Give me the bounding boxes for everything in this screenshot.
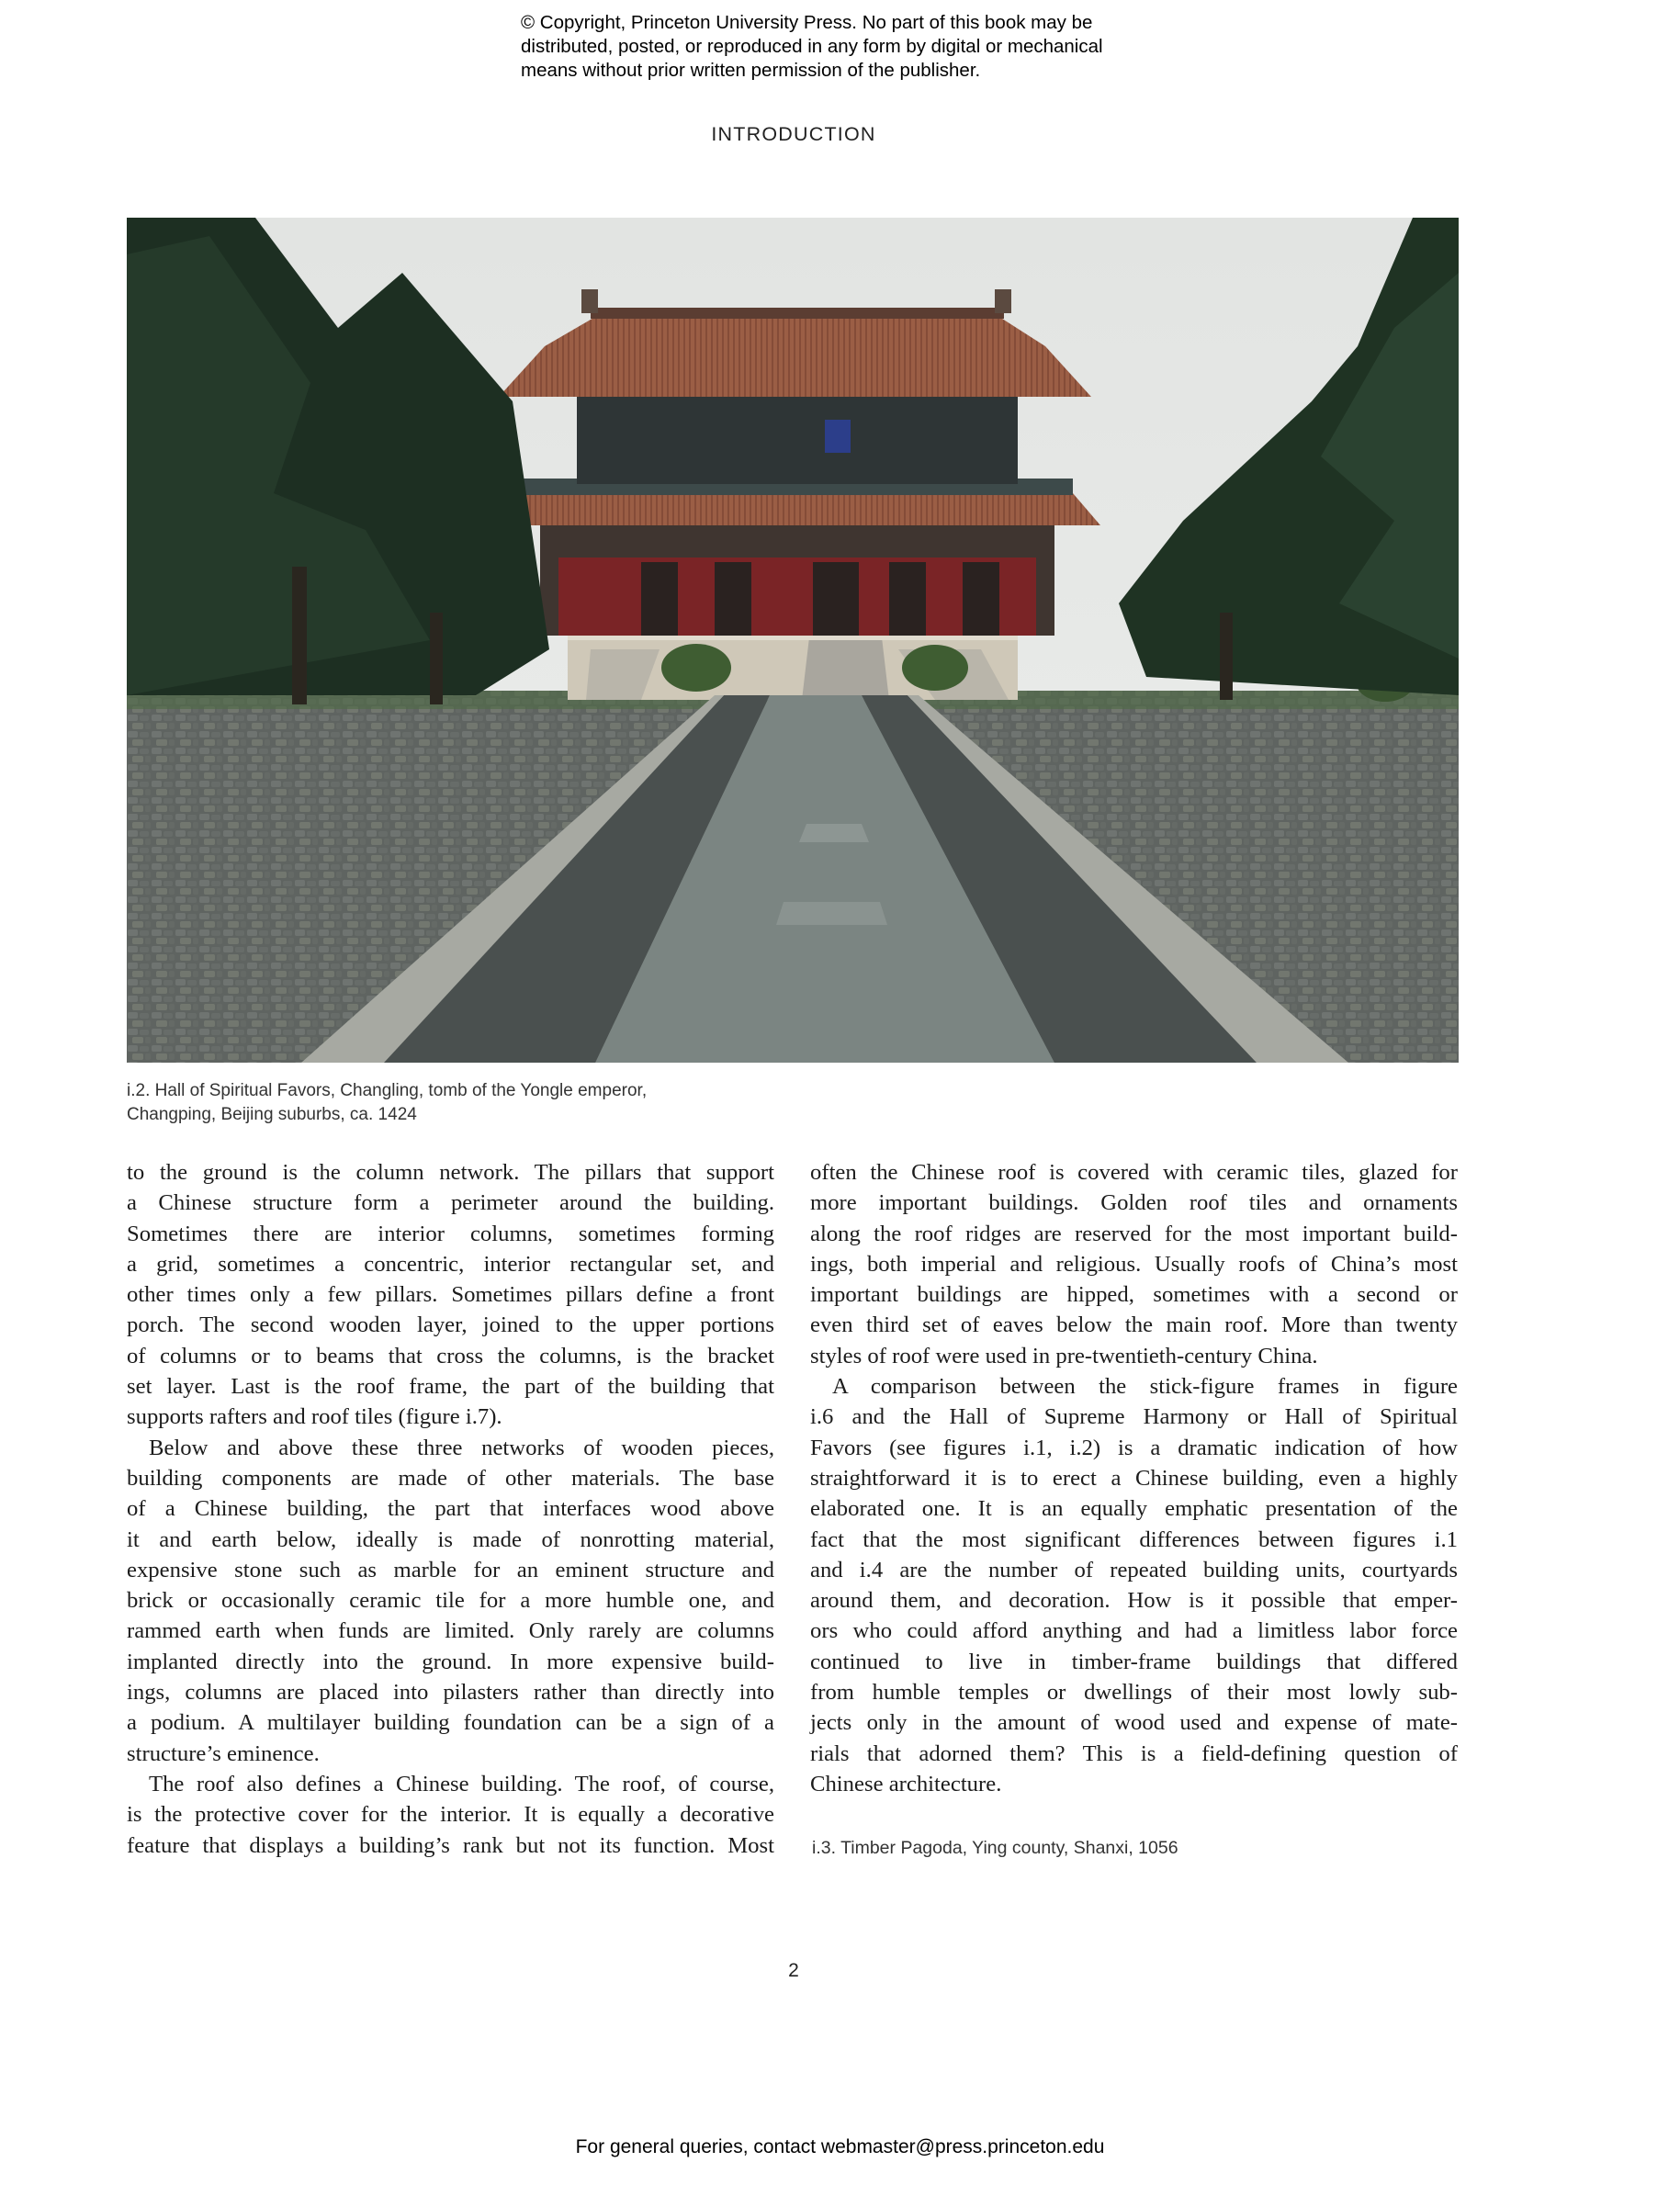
text-line: jects only in the amount of wood used and expense of mate- <box>810 1710 1458 1736</box>
text-line: set layer. Last is the roof frame, the part of the building that <box>127 1374 774 1400</box>
text-line: styles of roof were used in pre-twentieth-century China. <box>810 1343 1318 1368</box>
text-line: structure’s eminence. <box>127 1740 320 1766</box>
text-line: Favors (see figures i.1, i.2) is a dramatic indication of how <box>810 1435 1458 1460</box>
text-line: The roof also defines a Chinese building. The roof, of course, <box>149 1771 774 1796</box>
text-line: along the roof ridges are reserved for the most important build- <box>810 1221 1458 1246</box>
text-line: Below and above these three networks of wooden pieces, <box>149 1435 774 1460</box>
text-line: Chinese architecture. <box>810 1771 1002 1796</box>
copyright-line: means without prior written permission of the publisher. <box>521 60 981 81</box>
text-line: porch. The second wooden layer, joined to the upper portions <box>127 1312 774 1338</box>
text-line: from humble temples or dwellings of their most lowly sub- <box>810 1680 1458 1706</box>
copyright-notice <box>521 11 1182 83</box>
text-line: to the ground is the column network. The pillars that support <box>127 1160 774 1185</box>
hall-photograph <box>127 218 1459 1063</box>
text-line: fact that the most significant differences between figures i.1 <box>810 1526 1458 1552</box>
text-line: is the protective cover for the interior. It is equally a decorative <box>127 1802 774 1828</box>
text-line: often the Chinese roof is covered with ceramic tiles, glazed for <box>810 1160 1458 1185</box>
text-line: rammed earth when funds are limited. Only rarely are columns <box>127 1618 774 1644</box>
copyright-line: © Copyright, Princeton University Press. No part of this book may be <box>521 12 1093 33</box>
text-line: other times only a few pillars. Sometimes pillars define a front <box>127 1282 774 1308</box>
text-line: and i.4 are the number of repeated building units, courtyards <box>810 1557 1458 1582</box>
caption-line: i.2. Hall of Spiritual Favors, Changling, tomb of the Yongle emperor, <box>127 1081 648 1100</box>
text-line: Sometimes there are interior columns, sometimes forming <box>127 1221 774 1246</box>
text-line: of columns or to beams that cross the columns, is the bracket <box>127 1343 774 1368</box>
text-line: ings, columns are placed into pilasters rather than directly into <box>127 1680 774 1706</box>
text-line: straightforward it is to erect a Chinese building, even a highly <box>810 1465 1458 1491</box>
text-column-right <box>810 1157 1458 1799</box>
text-line: continued to live in timber-frame buildings that differed <box>810 1649 1458 1674</box>
text-line: a Chinese structure form a perimeter around the building. <box>127 1190 774 1216</box>
text-line: elaborated one. It is an equally emphatic presentation of the <box>810 1496 1458 1522</box>
running-head: INTRODUCTION <box>711 123 876 145</box>
copyright-line: distributed, posted, or reproduced in any form by digital or mechanical <box>521 36 1103 57</box>
text-line: rials that adorned them? This is a field-defining question of <box>810 1740 1458 1766</box>
text-line: ings, both imperial and religious. Usually roofs of China’s most <box>810 1251 1458 1277</box>
text-line: it and earth below, ideally is made of nonrotting material, <box>127 1526 774 1552</box>
text-column-left <box>127 1157 774 1861</box>
text-line: supports rafters and roof tiles (figure i.7). <box>127 1404 502 1430</box>
text-line: implanted directly into the ground. In more expensive build- <box>127 1649 774 1674</box>
text-line: around them, and decoration. How is it possible that emper- <box>810 1588 1458 1614</box>
footer-contact: For general queries, contact webmaster@press.princeton.edu <box>575 2136 1105 2157</box>
text-line: a grid, sometimes a concentric, interior rectangular set, and <box>127 1251 774 1277</box>
text-line: feature that displays a building’s rank but not its function. Most <box>127 1832 774 1858</box>
text-line: important buildings are hipped, sometimes with a second or <box>810 1282 1458 1308</box>
text-line: A comparison between the stick-figure frames in figure <box>832 1374 1458 1400</box>
text-line: i.6 and the Hall of Supreme Harmony or Hall of Spiritual <box>810 1404 1458 1430</box>
text-line: building components are made of other materials. The base <box>127 1465 774 1491</box>
text-line: a podium. A multilayer building foundation can be a sign of a <box>127 1710 774 1736</box>
caption-line: Changping, Beijing suburbs, ca. 1424 <box>127 1105 417 1124</box>
figure-caption-i2 <box>127 1079 770 1127</box>
figure-caption-i3: i.3. Timber Pagoda, Ying county, Shanxi, 1056 <box>812 1838 1178 1858</box>
text-line: ors who could afford anything and had a limitless labor force <box>810 1618 1458 1644</box>
text-line: expensive stone such as marble for an eminent structure and <box>127 1557 774 1582</box>
text-line: of a Chinese building, the part that interfaces wood above <box>127 1496 774 1522</box>
text-line: brick or occasionally ceramic tile for a more humble one, and <box>127 1588 774 1614</box>
text-line: more important buildings. Golden roof tiles and ornaments <box>810 1190 1458 1216</box>
page-number: 2 <box>788 1960 799 1981</box>
text-line: even third set of eaves below the main roof. More than twenty <box>810 1312 1458 1338</box>
